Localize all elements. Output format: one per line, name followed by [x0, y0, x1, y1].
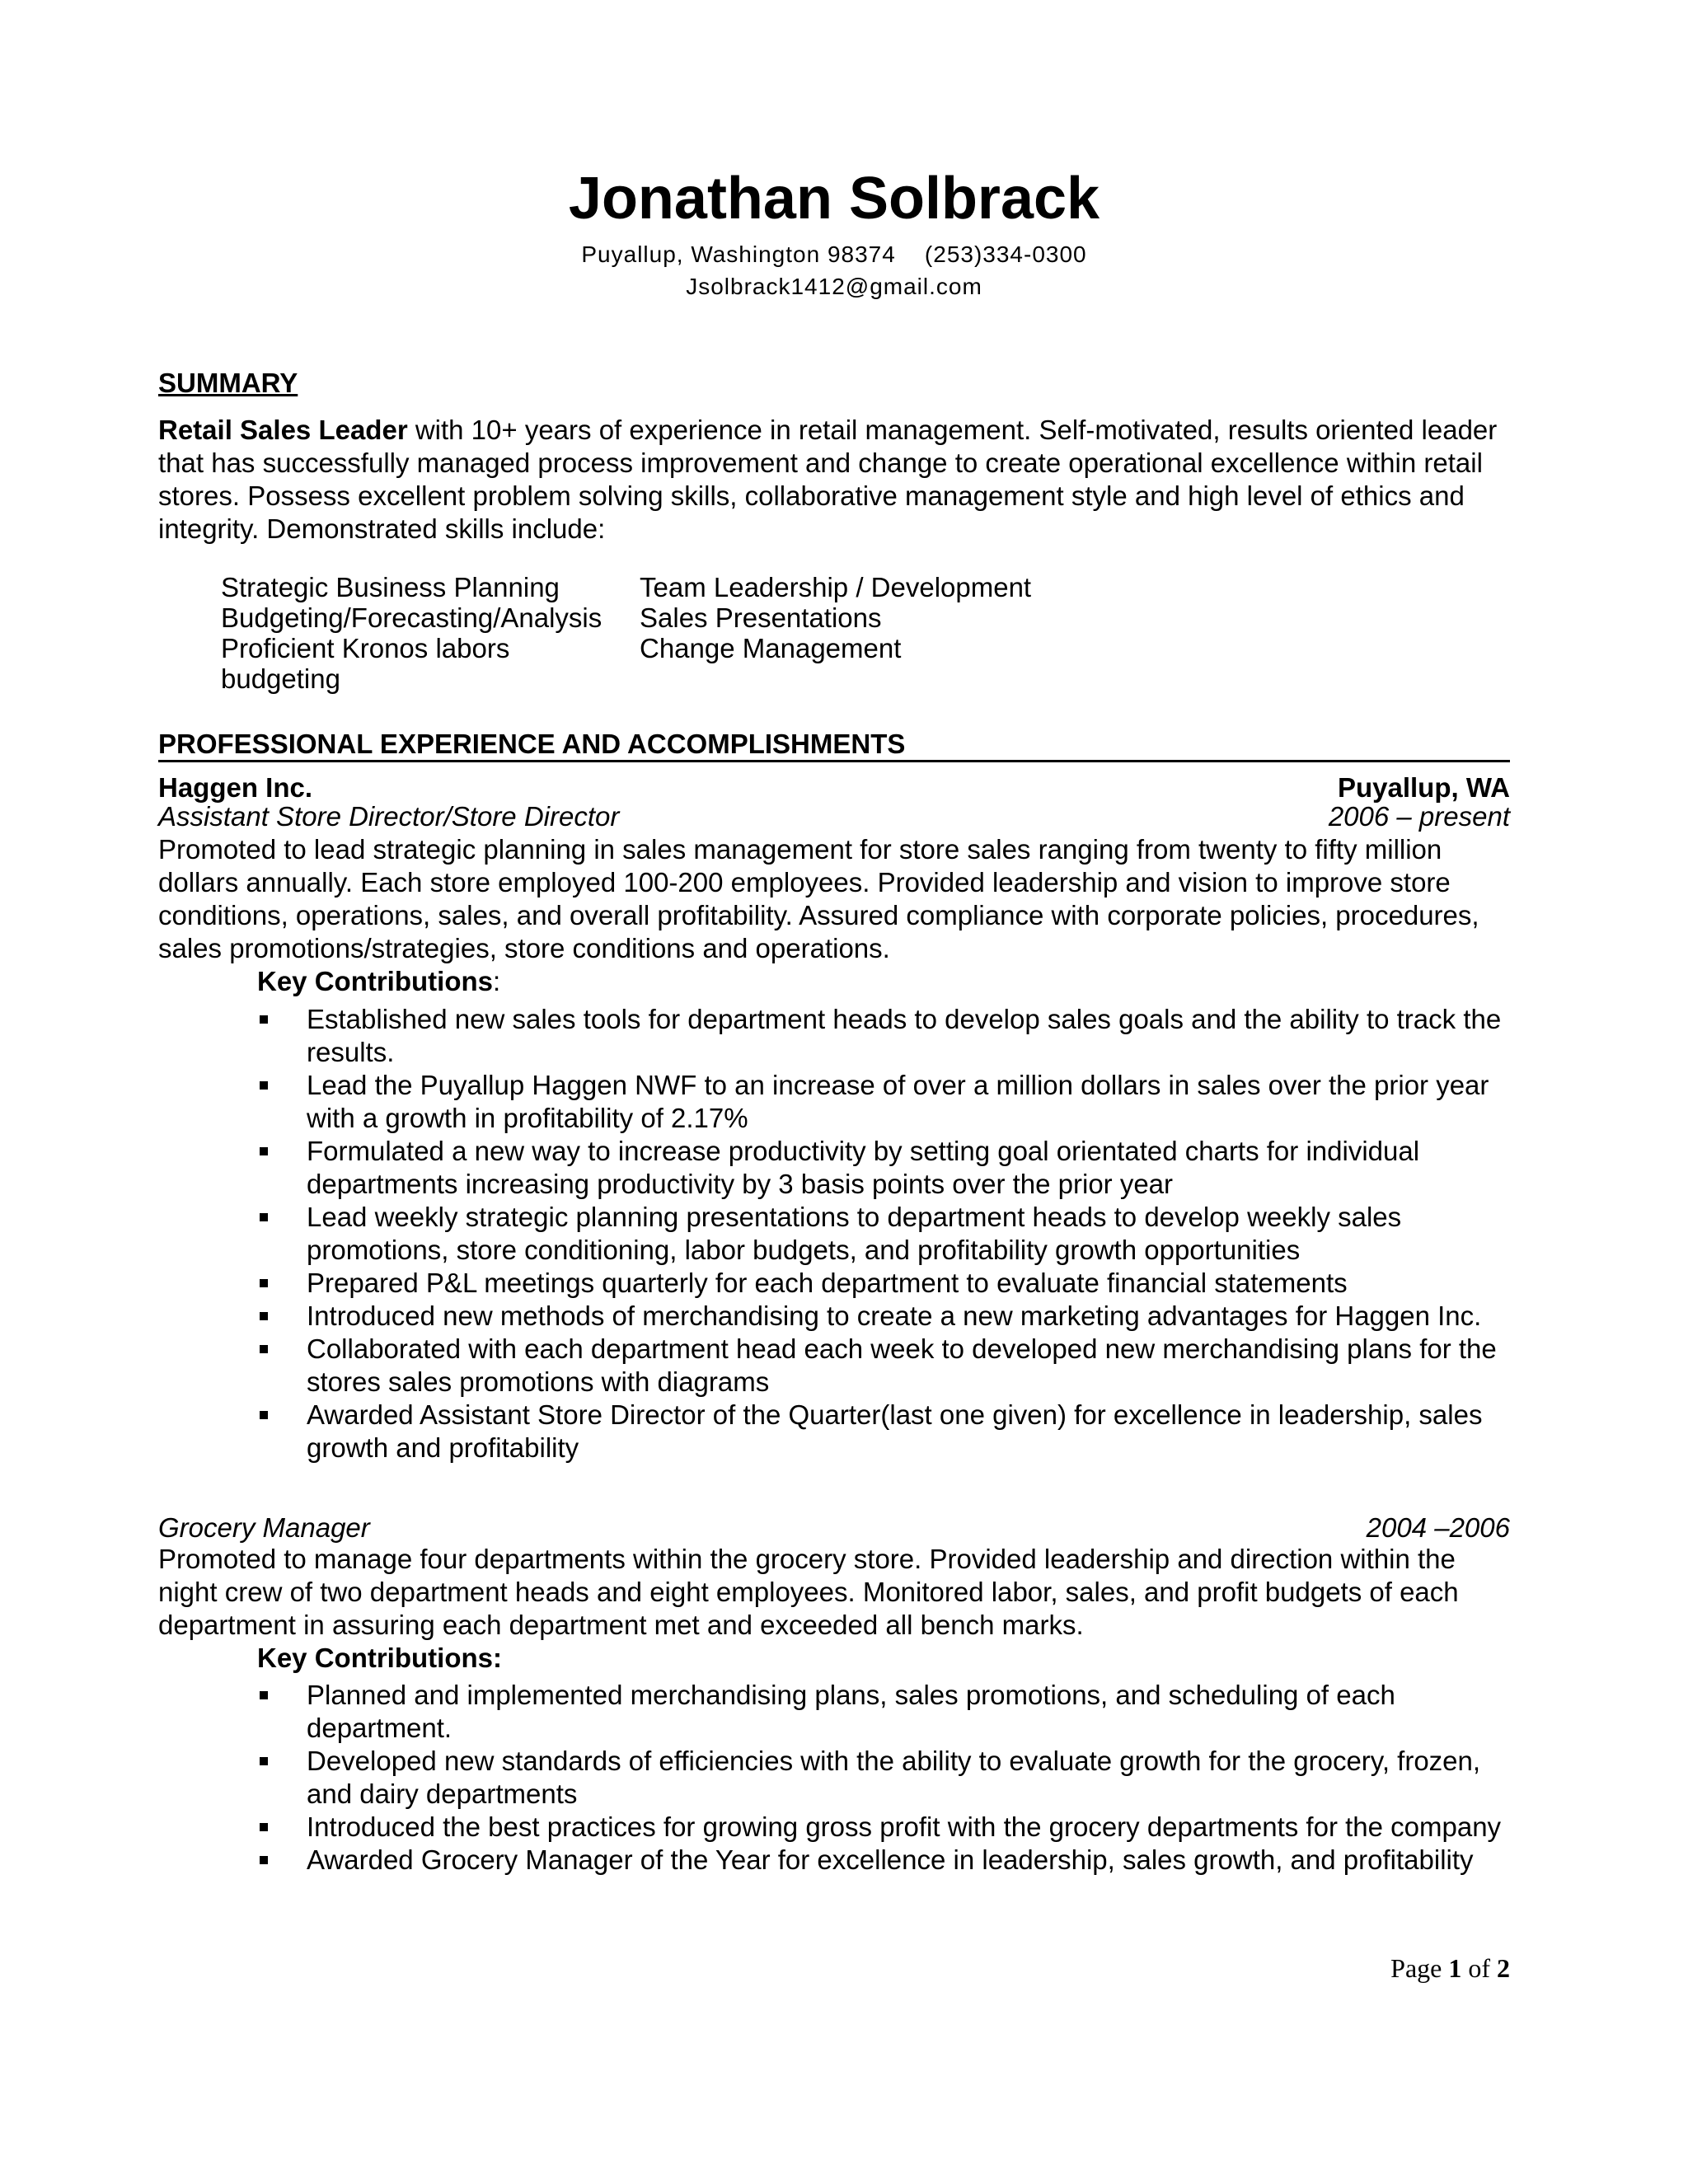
contact-line: Puyallup, Washington 98374 (253)334-0300: [581, 241, 1087, 267]
list-item: [257, 1679, 1510, 1745]
bullet-square-icon: [260, 1691, 268, 1699]
skill-item: budgeting: [221, 663, 340, 694]
list-item: [257, 1844, 1510, 1877]
page-number: [1390, 1952, 1510, 1985]
bullet-square-icon: [260, 1856, 268, 1864]
skills-column-1: [221, 572, 633, 694]
bullet-text: Lead the Puyallup Haggen NWF to an increase of over a million dollars in sales over the prior year with a growth in profitability of 2.17%: [307, 1070, 1489, 1133]
key-contributions-label: [257, 965, 500, 998]
list-item: [257, 1267, 1510, 1300]
skill-item: Proficient Kronos labors: [221, 633, 510, 663]
skills-column-2: [640, 572, 1134, 663]
summary-heading: SUMMARY: [158, 368, 298, 398]
bullet-square-icon: [260, 1312, 268, 1320]
bullet-square-icon: [260, 1757, 268, 1765]
list-item: [257, 1300, 1510, 1333]
company-name: Haggen Inc.: [158, 772, 313, 803]
bullet-square-icon: [260, 1213, 268, 1221]
list-item: [257, 1399, 1510, 1465]
role-dates: 2006 – present: [1328, 801, 1510, 832]
skill-item: Sales Presentations: [640, 602, 882, 633]
bullet-text: Introduced new methods of merchandising to create a new marketing advantages for Haggen Inc.: [307, 1301, 1482, 1331]
bullet-text: Introduced the best practices for growing gross profit with the grocery departments for the company: [307, 1811, 1502, 1842]
bullet-square-icon: [260, 1823, 268, 1831]
bullet-square-icon: [260, 1411, 268, 1419]
list-item: [257, 1069, 1510, 1135]
list-item: [257, 1003, 1510, 1069]
bullet-text: Formulated a new way to increase productivity by setting goal orientated charts for individual departments increasing productivity by 3 basis points over the prior year: [307, 1136, 1420, 1199]
list-item: [257, 1811, 1510, 1844]
summary-paragraph: [158, 414, 1510, 546]
role-title: Assistant Store Director/Store Director: [158, 801, 620, 832]
bullet-text: Awarded Grocery Manager of the Year for excellence in leadership, sales growth, and profitability: [307, 1844, 1474, 1875]
skill-item: Change Management: [640, 633, 902, 663]
role-description: Promoted to lead strategic planning in sales management for store sales ranging from twenty to fifty million dollars annually. Each store employed 100-200 employees. Provided leadership and vision to improve store conditions, operations, sales, and overall profitability. Assured compliance with corporate policies, procedures, sales promotions/strategies, store conditions and operations.: [158, 834, 1479, 963]
bullet-square-icon: [260, 1147, 268, 1155]
page-word: Page: [1390, 1953, 1442, 1983]
bullet-text: Awarded Assistant Store Director of the Quarter(last one given) for excellence in leadership, sales growth and profitability: [307, 1399, 1483, 1463]
contributions-list: [257, 1003, 1510, 1465]
skill-item: Budgeting/Forecasting/Analysis: [221, 602, 603, 633]
bullet-square-icon: [260, 1345, 268, 1353]
bullet-text: Developed new standards of efficiencies with the ability to evaluate growth for the grocery, frozen, and dairy departments: [307, 1746, 1481, 1809]
company-location: Puyallup, WA: [1337, 772, 1510, 803]
candidate-name: Jonathan Solbrack: [568, 166, 1100, 232]
bullet-text: Prepared P&L meetings quarterly for each department to evaluate financial statements: [307, 1268, 1348, 1298]
page-total: 2: [1497, 1953, 1510, 1983]
list-item: [257, 1333, 1510, 1399]
summary-text: with 10+ years of experience in retail management. Self-motivated, results oriented leader that has successfully managed process improvement and change to create operational excellence within retail stores. Possess excellent problem solving skills, collaborative management style and high level of ethics and integrity. Demonstrated skills include:: [158, 415, 1498, 544]
bullet-text: Planned and implemented merchandising plans, sales promotions, and scheduling of each department.: [307, 1680, 1395, 1743]
page-of: of: [1468, 1953, 1490, 1983]
role-dates: 2004 –2006: [1366, 1512, 1510, 1543]
role-title: Grocery Manager: [158, 1512, 370, 1543]
role-description: Promoted to manage four departments within the grocery store. Provided leadership and direction within the night crew of two department heads and eight employees. Monitored labor, sales, and profit budgets of each department in assuring each department met and exceeded all bench marks.: [158, 1544, 1459, 1640]
key-label: Key Contributions: [257, 966, 493, 996]
list-item: [257, 1745, 1510, 1811]
summary-lead: Retail Sales Leader: [158, 415, 408, 445]
bullet-square-icon: [260, 1081, 268, 1090]
contributions-list: [257, 1679, 1510, 1877]
bullet-text: Lead weekly strategic planning presentations to department heads to develop weekly sales promotions, store conditioning, labor budgets, and profitability growth opportunities: [307, 1202, 1402, 1265]
bullet-square-icon: [260, 1279, 268, 1287]
skill-item: Team Leadership / Development: [640, 572, 1032, 602]
skill-item: Strategic Business Planning: [221, 572, 560, 602]
bullet-text: Collaborated with each department head each week to developed new merchandising plans for the stores sales promotions with diagrams: [307, 1333, 1497, 1397]
bullet-text: Established new sales tools for department heads to develop sales goals and the ability to track the results.: [307, 1004, 1502, 1067]
contact-email: Jsolbrack1412@gmail.com: [686, 274, 982, 299]
key-contributions-label: Key Contributions:: [257, 1643, 502, 1673]
experience-heading: [158, 729, 1510, 762]
list-item: [257, 1135, 1510, 1201]
bullet-square-icon: [260, 1015, 268, 1024]
page-current: 1: [1448, 1953, 1462, 1983]
key-suffix: :: [493, 966, 501, 996]
experience-heading-text: PROFESSIONAL EXPERIENCE AND ACCOMPLISHMENTS: [158, 729, 906, 759]
list-item: [257, 1201, 1510, 1267]
